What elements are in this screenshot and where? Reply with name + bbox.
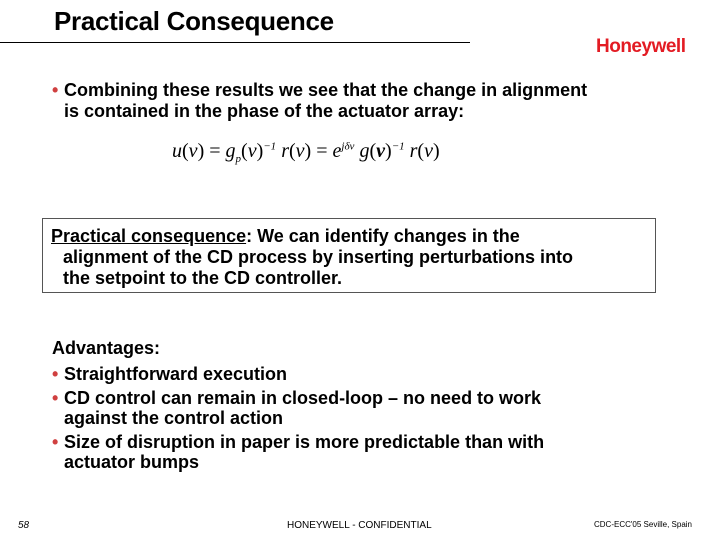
bullet-icon: • [52, 364, 59, 384]
bullet-icon: • [52, 388, 59, 408]
honeywell-logo: Honeywell [596, 36, 686, 57]
title-divider [0, 42, 470, 43]
advantage-text: Size of disruption in paper is more predictable than with [64, 432, 545, 452]
bullet-icon: • [52, 432, 59, 452]
advantages-section [52, 336, 672, 472]
callout-line-3: the setpoint to the CD controller. [63, 268, 343, 288]
slide-title: Practical Consequence [54, 6, 334, 36]
advantage-text: Straightforward execution [64, 364, 288, 384]
advantage-text-cont: actuator bumps [64, 452, 200, 472]
advantage-item [52, 388, 672, 428]
confidential-notice: HONEYWELL - CONFIDENTIAL [287, 520, 432, 531]
callout-line-2: alignment of the CD process by inserting perturbations into [63, 247, 574, 267]
page-number: 58 [18, 520, 30, 531]
callout-line-1: : We can identify changes in the [246, 226, 520, 246]
advantages-heading: Advantages: [52, 338, 161, 358]
bullet-icon: • [52, 80, 59, 100]
advantage-item [52, 432, 672, 472]
callout-label: Practical consequence [51, 226, 247, 246]
advantage-text-cont: against the control action [64, 408, 284, 428]
advantage-text: CD control can remain in closed-loop – no need to work [64, 388, 542, 408]
venue-label: CDC-ECC'05 Seville, Spain [594, 520, 693, 529]
intro-bullet [52, 80, 672, 122]
intro-line-1: Combining these results we see that the change in alignment [64, 80, 588, 100]
alignment-equation: $u(\nu) = g_p(\nu)^{-1}$ $r(\nu) = e^{j\delta\nu}$ $g(\nu)^{-1}$ r(ν) [172, 140, 440, 165]
intro-line-2: is contained in the phase of the actuator array: [64, 101, 465, 121]
advantage-item [52, 364, 672, 384]
practical-consequence-callout [42, 218, 656, 293]
